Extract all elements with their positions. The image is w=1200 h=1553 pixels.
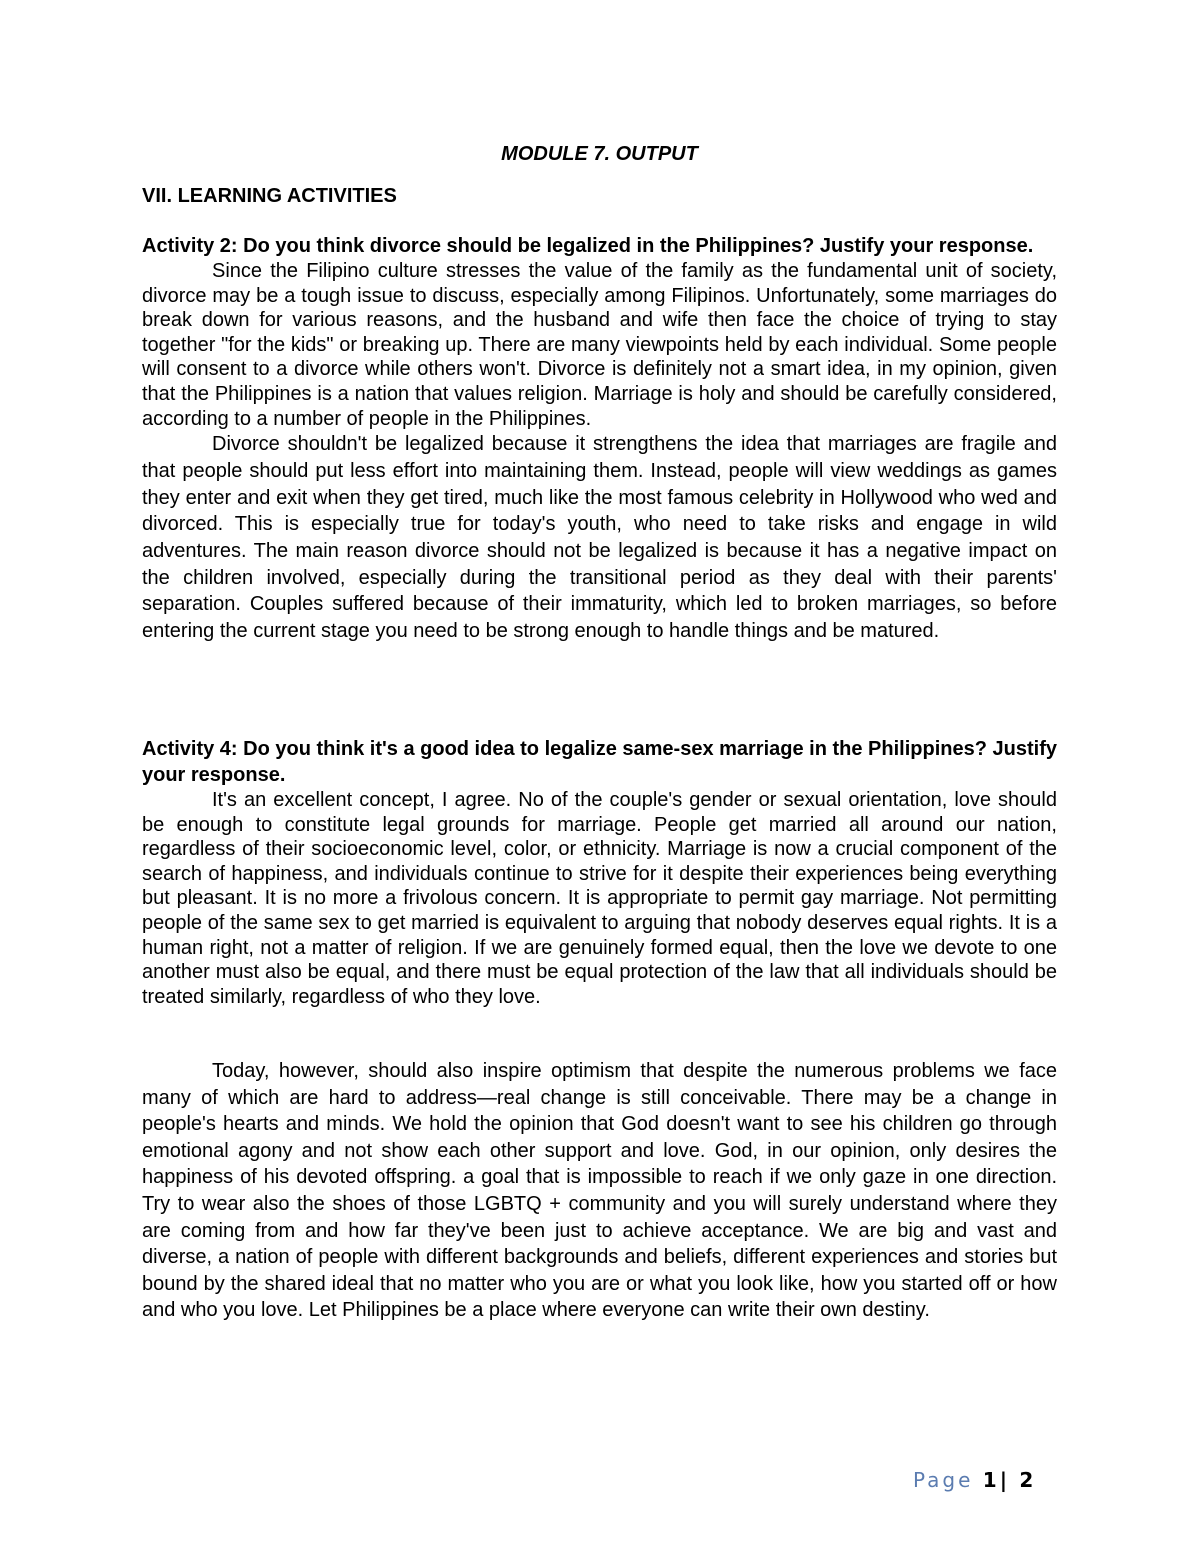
- activity-4-continued: [142, 1058, 1057, 1324]
- activity-2-heading: Activity 2: Do you think divorce should be legalized in the Philippines? Justify your response.: [142, 235, 1034, 257]
- page-label: Page: [913, 1468, 974, 1492]
- activity-4-section: [142, 736, 1057, 1009]
- activity-4-heading: Activity 4: Do you think it's a good idea to legalize same-sex marriage in the Philippines? Justify your response.: [142, 738, 1057, 786]
- activity-4-paragraph-2: Today, however, should also inspire optimism that despite the numerous problems we face many of which are hard to address—real change is still conceivable. There may be a change in people's hearts and minds. We hold the opinion that God doesn't want to see his children go through emotional agony and not show each other support and love. God, in our opinion, only desires the happiness of his devoted offspring. a goal that is impossible to reach if we only gaze in one direction. Try to wear also the shoes of those LGBTQ + community and you will surely understand where they are coming from and how far they've been just to achieve acceptance. We are big and vast and diverse, a nation of people with different backgrounds and beliefs, different experiences and stories but bound by the shared ideal that no matter who you are or what you look like, how you started off or how and who you love. Let Philippines be a place where everyone can write their own destiny.: [142, 1060, 1057, 1322]
- page-separator: |: [999, 1468, 1011, 1492]
- activity-2-paragraph-1: Since the Filipino culture stresses the value of the family as the fundamental unit of society, divorce may be a tough issue to discuss, especially among Filipinos. Unfortunately, some marriages do break down for various reasons, and the husband and wife then face the choice of trying to stay together "for the kids" or breaking up. There are many viewpoints held by each individual. Some people will consent to a divorce while others won't. Divorce is definitely not a smart idea, in my opinion, given that the Philippines is a nation that values religion. Marriage is holy and should be carefully considered, according to a number of people in the Philippines.: [142, 260, 1057, 430]
- activity-2-paragraph-2: Divorce shouldn't be legalized because it strengthens the idea that marriages are fragile and that people should put less effort into maintaining them. Instead, people will view weddings as games they enter and exit when they get tired, much like the most famous celebrity in Hollywood who wed and divorced. This is especially true for today's youth, who need to take risks and engage in wild adventures. The main reason divorce should not be legalized is because it has a negative impact on the children involved, especially during the transitional period as they deal with their parents' separation. Couples suffered because of their immaturity, which led to broken marriages, so before entering the current stage you need to be strong enough to handle things and be matured.: [142, 433, 1057, 643]
- current-page-number: 1: [982, 1468, 1000, 1492]
- activity-2-section: [142, 233, 1057, 645]
- activity-4-paragraph-1: It's an excellent concept, I agree. No of the couple's gender or sexual orientation, love should be enough to constitute legal grounds for marriage. People get married all around our nation, regardless of their socioeconomic level, color, or ethnicity. Marriage is now a crucial component of the search of happiness, and individuals continue to strive for it despite their experiences being everything but pleasant. It is no more a frivolous concern. It is appropriate to permit gay marriage. Not permitting people of the same sex to get married is equivalent to arguing that nobody deserves equal rights. It is a human right, not a matter of religion. If we are genuinely formed equal, then the love we devote to one another must also be equal, and there must be equal protection of the law that all individuals should be treated similarly, regardless of who they love.: [142, 789, 1057, 1008]
- total-pages-number: 2: [1019, 1468, 1037, 1492]
- section-heading: VII. LEARNING ACTIVITIES: [142, 185, 397, 207]
- document-title: MODULE 7. OUTPUT: [501, 143, 698, 165]
- page-number-footer: [913, 1466, 1036, 1494]
